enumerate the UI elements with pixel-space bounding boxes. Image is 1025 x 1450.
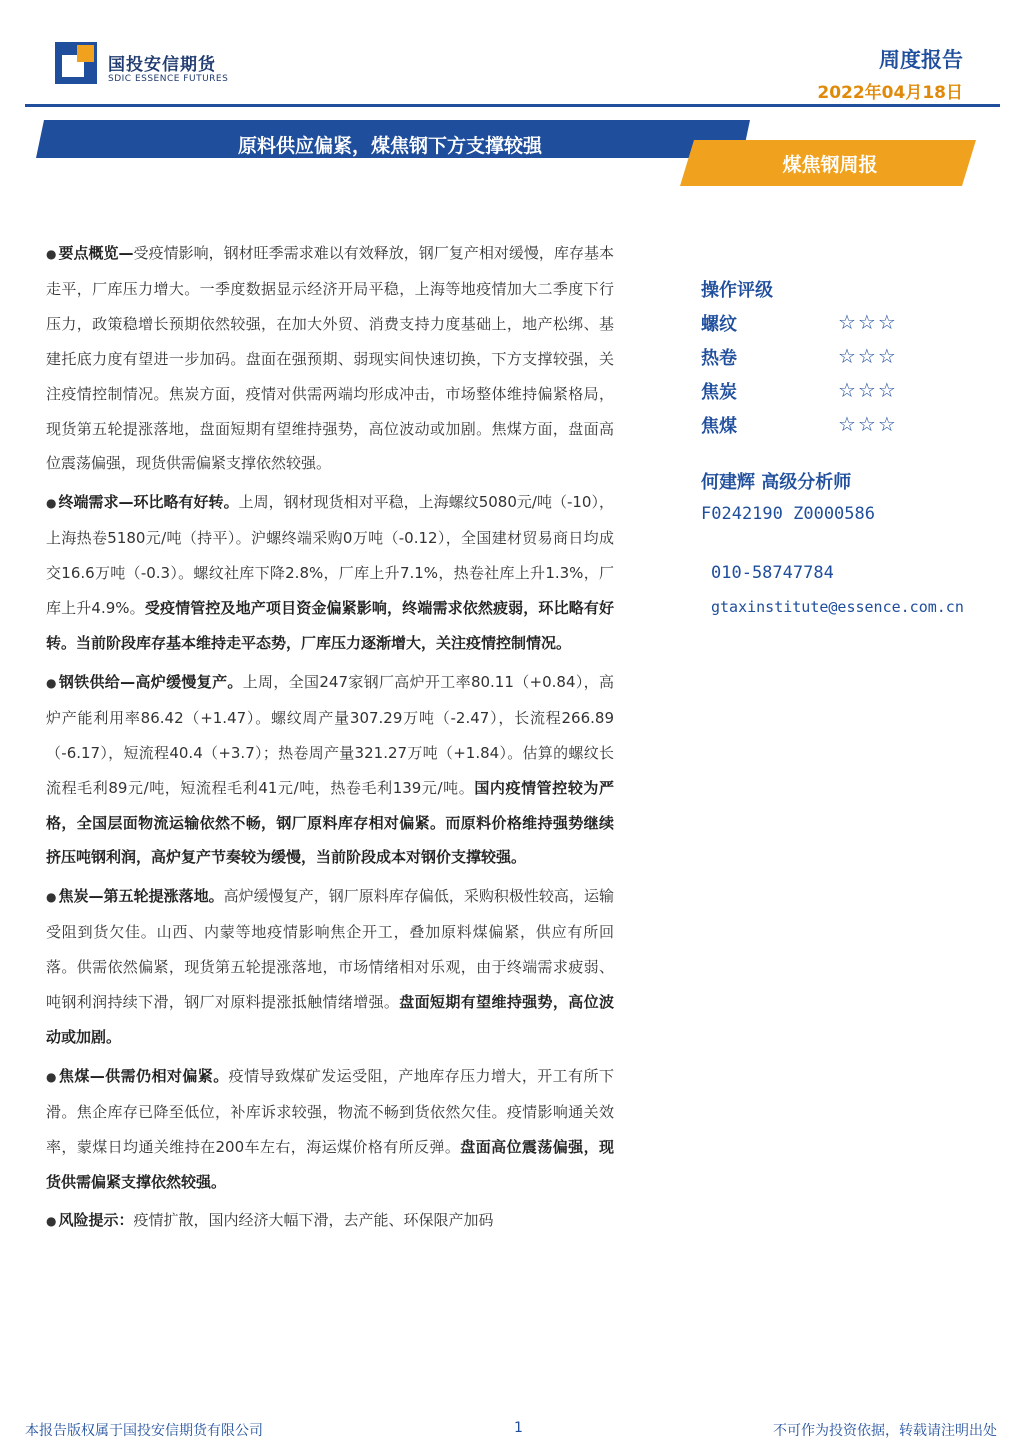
company-logo-icon	[55, 42, 97, 84]
report-body	[46, 236, 614, 1243]
section-demand	[46, 485, 614, 661]
rating-row-coke	[701, 378, 961, 406]
rating-title: 操作评级	[701, 280, 773, 301]
footer-disclaimer: 不可作为投资依据，转载请注明出处	[773, 1423, 997, 1439]
contact-email[interactable]: gtaxinstitute@essence.com.cn	[711, 598, 964, 616]
rating-row-hot-coil	[701, 344, 961, 372]
report-type: 周度报告	[879, 48, 963, 72]
rating-product: 焦炭	[701, 382, 737, 403]
section-risk	[46, 1203, 614, 1239]
section-conclusion: 盘面高位震荡偏强，现货供需偏紧支撑依然较强。	[46, 1137, 614, 1191]
bullet-icon: ●	[46, 1214, 57, 1229]
section-conclusion: 盘面短期有望维持强势，高位波动或加剧。	[46, 993, 614, 1046]
rating-product: 焦煤	[701, 416, 737, 437]
star-rating-icon: ☆☆☆	[838, 378, 898, 402]
bullet-icon: ●	[46, 496, 57, 511]
rating-product: 螺纹	[701, 314, 737, 335]
section-text: 上周，钢材现货相对平稳，上海螺纹5080元/吨（-10），上海热卷5180元/吨（持平）。沪螺终端采购0万吨（-0.12），全国建材贸易商日均成交16.6万吨（-0.3）。螺纹社库下降2.8%，厂库上升7.1%，热卷社库上升1.3%，厂库上升4.9%。	[46, 493, 614, 618]
report-series-tag: 煤焦钢周报	[782, 154, 878, 176]
page-number: 1	[514, 1420, 523, 1436]
rating-row-coking-coal	[701, 412, 961, 440]
section-heading: 钢铁供给—高炉缓慢复产。	[58, 672, 243, 691]
section-coke	[46, 879, 614, 1055]
bullet-icon: ●	[46, 675, 57, 690]
header-divider	[25, 104, 1000, 107]
contact-phone: 010-58747784	[711, 563, 834, 583]
section-text: 上周，全国247家钢厂高炉开工率80.11（+0.84），高炉产能利用率86.42（+1.47）。螺纹周产量307.29万吨（-2.47），长流程266.89（-6.17），短流程40.4（+3.7）；热卷周产量321.27万吨（+1.84）。估算的螺纹长流程毛利89元/吨，短流程毛利41元/吨，热卷毛利139元/吨。	[46, 672, 614, 797]
section-overview	[46, 236, 614, 481]
analyst-license: F0242190 Z0000586	[701, 504, 875, 524]
star-rating-icon: ☆☆☆	[838, 344, 898, 368]
section-supply	[46, 665, 614, 875]
section-heading: 终端需求—环比略有好转。	[58, 493, 239, 512]
section-text: 疫情扩散，国内经济大幅下滑，去产能、环保限产加码	[133, 1211, 494, 1230]
section-conclusion: 国内疫情管控较为严格，全国层面物流运输依然不畅，钢厂原料库存相对偏紧。而原料价格维持强势继续挤压吨钢利润，高炉复产节奏较为缓慢，当前阶段成本对钢价支撑较强。	[46, 778, 614, 867]
section-text: 疫情导致煤矿发运受阻，产地库存压力增大，开工有所下滑。焦企库存已降至低位，补库诉求较强，物流不畅到货依然欠佳。疫情影响通关效率，蒙煤日均通关维持在200车左右，海运煤价格有所反弹。	[46, 1066, 614, 1156]
section-text: 受疫情影响，钢材旺季需求难以有效释放，钢厂复产相对缓慢，库存基本走平，厂库压力增大。一季度数据显示经济开局平稳，上海等地疫情加大二季度下行压力，政策稳增长预期依然较强，在加大外贸、消费支持力度基础上，地产松绑、基建托底力度有望进一步加码。盘面在强预期、弱现实间快速切换，下方支撑较强，关注疫情控制情况。焦炭方面，疫情对供需两端均形成冲击，市场整体维持偏紧格局，现货第五轮提涨落地，盘面短期有望维持强势，高位波动或加剧。焦煤方面，盘面高位震荡偏强，现货供需偏紧支撑依然较强。	[46, 244, 614, 473]
bullet-icon: ●	[46, 890, 57, 905]
section-coking-coal	[46, 1059, 614, 1200]
section-heading: 风险提示：	[58, 1211, 134, 1230]
company-name-cn: 国投安信期货	[108, 55, 216, 75]
analyst-name: 何建辉 高级分析师	[701, 472, 852, 493]
rating-product: 热卷	[701, 348, 737, 369]
rating-row-rebar	[701, 310, 961, 338]
section-heading: 要点概览—	[58, 244, 134, 262]
bullet-icon: ●	[46, 1069, 57, 1084]
report-date: 2022年04月18日	[817, 83, 963, 103]
footer-copyright: 本报告版权属于国投安信期货有限公司	[25, 1423, 263, 1439]
report-title: 原料供应偏紧，煤焦钢下方支撑较强	[237, 135, 542, 157]
bullet-icon: ●	[46, 247, 57, 261]
star-rating-icon: ☆☆☆	[838, 412, 898, 436]
section-heading: 焦煤—供需仍相对偏紧。	[58, 1066, 229, 1085]
company-name-en: SDIC ESSENCE FUTURES	[108, 74, 229, 84]
star-rating-icon: ☆☆☆	[838, 310, 898, 334]
section-text: 高炉缓慢复产，钢厂原料库存偏低，采购积极性较高，运输受阻到货欠佳。山西、内蒙等地疫情影响焦企开工，叠加原料煤偏紧，供应有所回落。供需依然偏紧，现货第五轮提涨落地，市场情绪相对乐观，由于终端需求疲弱、吨钢利润持续下滑，钢厂对原料提涨抵触情绪增强。	[46, 887, 614, 1012]
section-conclusion: 受疫情管控及地产项目资金偏紧影响，终端需求依然疲弱，环比略有好转。当前阶段库存基本维持走平态势，厂库压力逐渐增大，关注疫情控制情况。	[46, 599, 614, 652]
section-heading: 焦炭—第五轮提涨落地。	[58, 887, 224, 906]
